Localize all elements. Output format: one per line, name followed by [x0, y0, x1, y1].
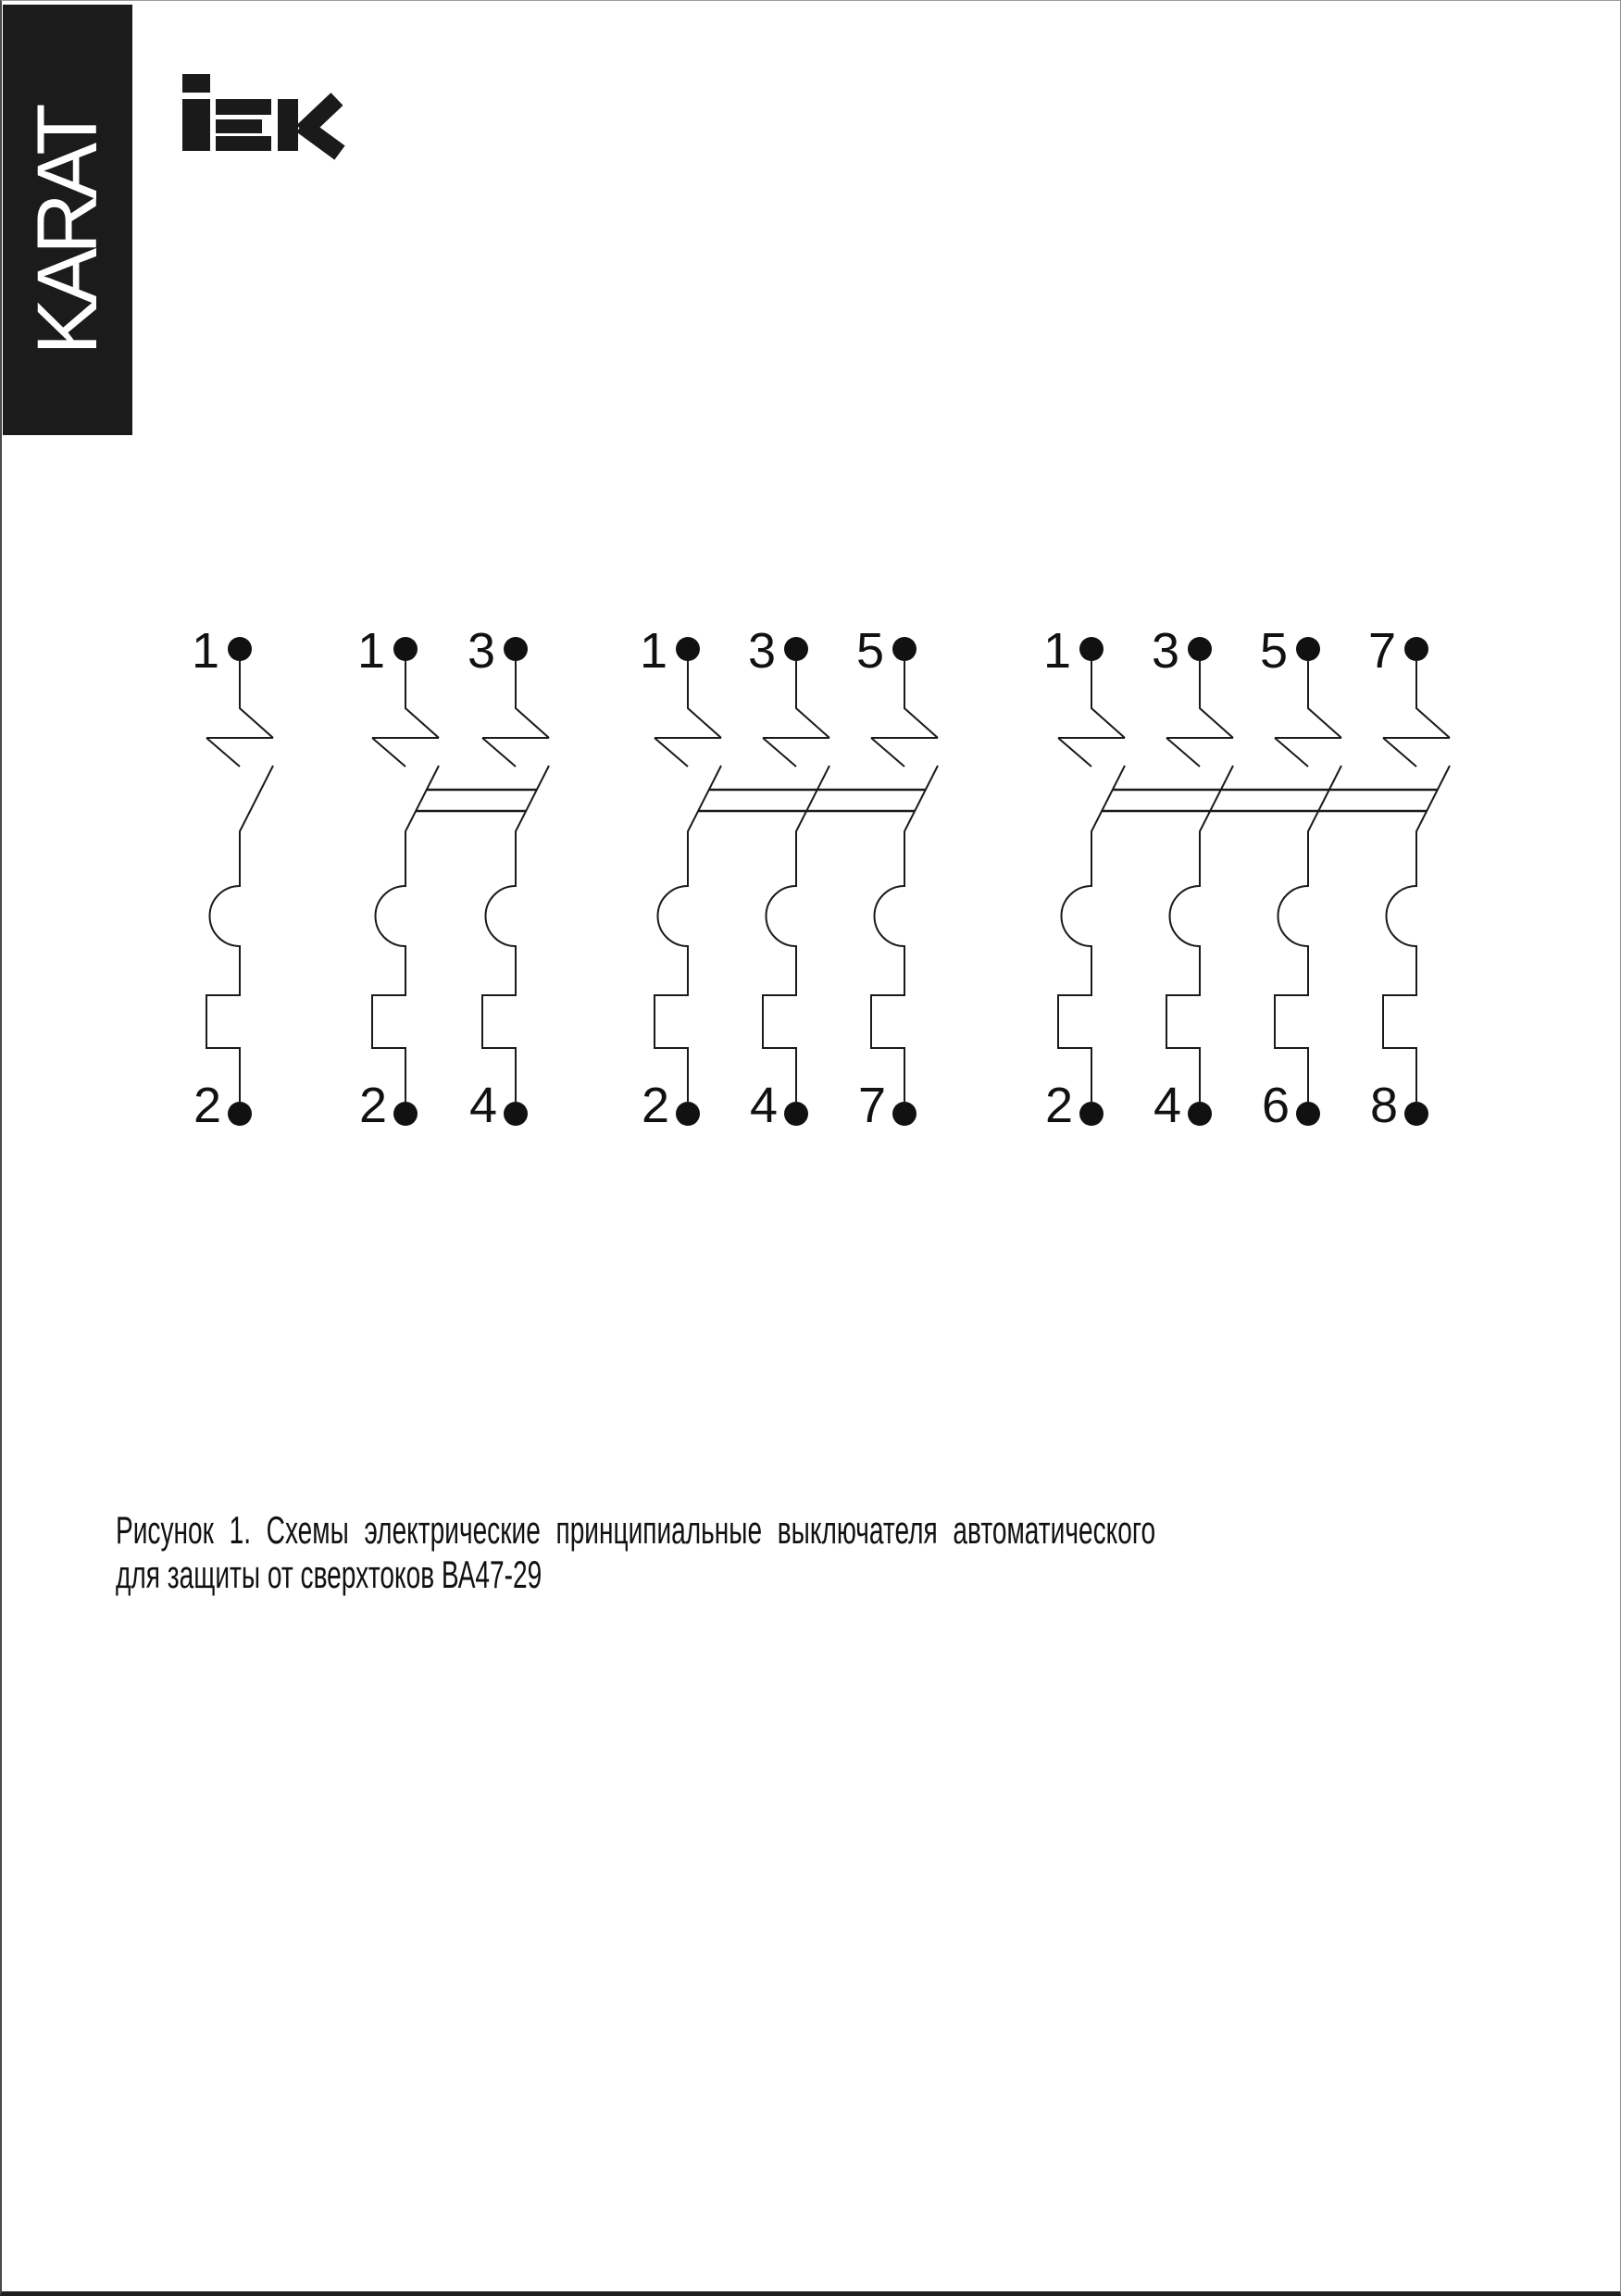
iek-logo [182, 74, 340, 153]
terminal-dot-top [892, 637, 916, 661]
terminal-label-top: 1 [1042, 623, 1071, 679]
pole-wire [1383, 661, 1450, 1102]
terminal-dot-top [1404, 637, 1428, 661]
terminal-label-top: 1 [191, 623, 219, 679]
terminal-dot-bottom [1079, 1102, 1104, 1126]
terminal-dot-top [1296, 637, 1320, 661]
pole-wire [1058, 661, 1125, 1102]
terminal-label-bottom: 2 [193, 1078, 221, 1133]
terminal-dot-bottom [504, 1102, 528, 1126]
pole-wire [372, 661, 439, 1102]
terminal-label-bottom: 2 [641, 1078, 669, 1133]
schematic-diagram-2 [357, 623, 549, 1133]
terminal-label-bottom: 7 [857, 1078, 886, 1133]
caption-line-1: Рисунок 1. Схемы электрические принципиальные выключателя автоматического [116, 1508, 1156, 1552]
pole-wire [1166, 661, 1233, 1102]
terminal-dot-bottom [676, 1102, 700, 1126]
terminal-dot-bottom [1188, 1102, 1212, 1126]
pole-wire [655, 661, 721, 1102]
terminal-dot-top [393, 637, 418, 661]
schematic-diagram-1 [192, 623, 273, 1133]
terminal-dot-top [1188, 637, 1212, 661]
terminal-label-top: 5 [1259, 623, 1288, 679]
terminal-dot-top [676, 637, 700, 661]
terminal-label-bottom: 2 [1044, 1078, 1073, 1133]
pole-wire [763, 661, 829, 1102]
karat-brand-text: KARAT [20, 109, 115, 356]
terminal-label-top: 7 [1367, 623, 1396, 679]
terminal-dot-bottom [892, 1102, 916, 1126]
terminal-label-top: 3 [1151, 623, 1179, 679]
terminal-dot-bottom [393, 1102, 418, 1126]
terminal-label-bottom: 4 [468, 1078, 497, 1133]
pole-wire [1275, 661, 1341, 1102]
terminal-label-bottom: 6 [1261, 1078, 1290, 1133]
terminal-label-top: 1 [639, 623, 667, 679]
terminal-label-top: 3 [467, 623, 495, 679]
terminal-dot-top [228, 637, 252, 661]
pole-wire [871, 661, 938, 1102]
terminal-label-bottom: 2 [358, 1078, 387, 1133]
terminal-label-bottom: 4 [749, 1078, 778, 1133]
figure-caption [116, 1508, 1155, 1597]
terminal-dot-top [504, 637, 528, 661]
terminal-label-top: 1 [356, 623, 385, 679]
terminal-label-bottom: 8 [1369, 1078, 1398, 1133]
terminal-dot-top [1079, 637, 1104, 661]
terminal-label-bottom: 4 [1153, 1078, 1181, 1133]
caption-line-2: для защиты от сверхтоков ВА47-29 [116, 1553, 542, 1596]
terminal-dot-top [784, 637, 808, 661]
terminal-dot-bottom [1296, 1102, 1320, 1126]
pole-wire [206, 661, 273, 1102]
terminal-dot-bottom [784, 1102, 808, 1126]
terminal-label-top: 5 [855, 623, 884, 679]
schematic-diagram-3 [640, 623, 938, 1133]
schematic-diagram-4 [1043, 623, 1450, 1133]
terminal-dot-bottom [1404, 1102, 1428, 1126]
terminal-dot-bottom [228, 1102, 252, 1126]
schematic-diagrams [192, 623, 1450, 1133]
terminal-label-top: 3 [747, 623, 776, 679]
pole-wire [482, 661, 549, 1102]
